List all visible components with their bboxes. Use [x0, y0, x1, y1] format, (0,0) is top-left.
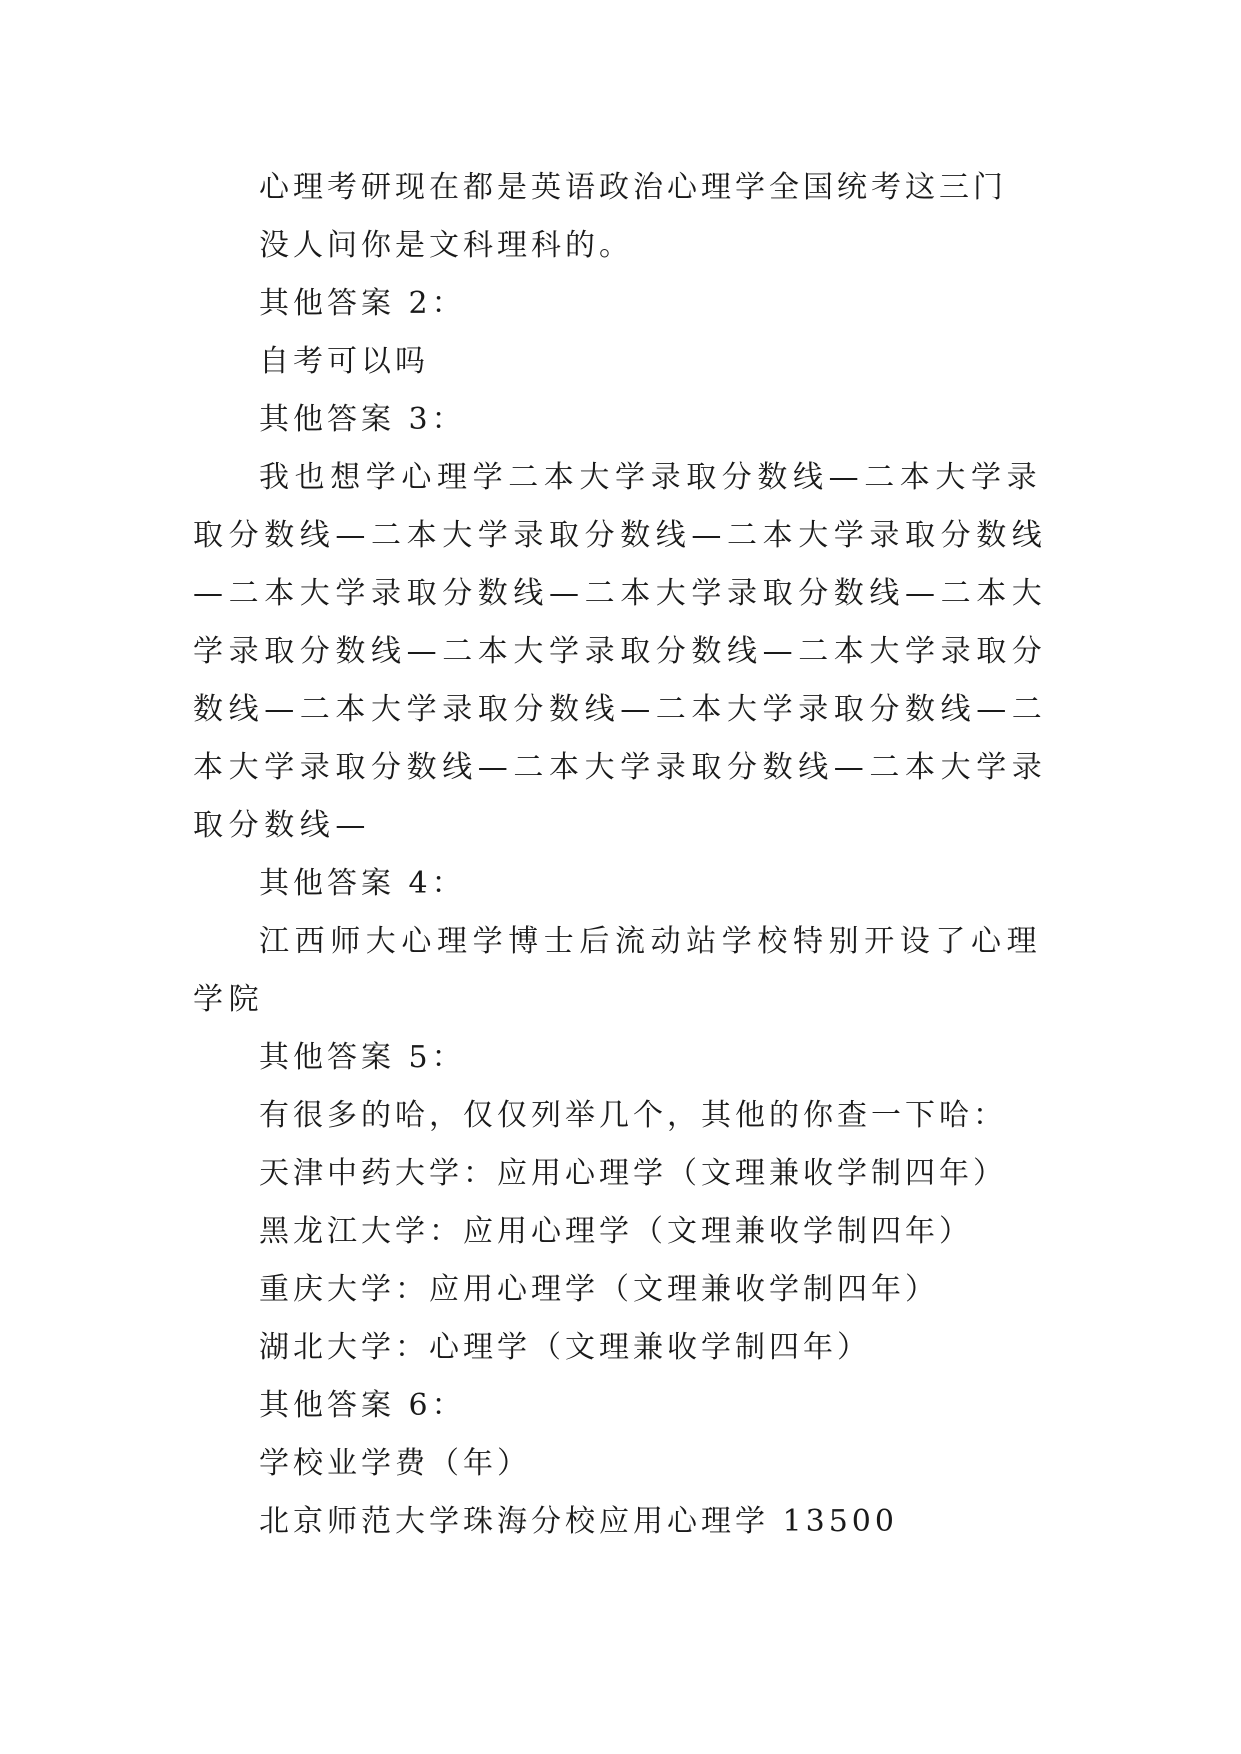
list-item-chongqing: 重庆大学：应用心理学（文理兼收学制四年）: [259, 1272, 939, 1307]
paragraph-kaoyan: 心理考研现在都是英语政治心理学全国统考这三门: [259, 170, 1007, 205]
paragraph-wenke-like: 没人问你是文科理科的。: [259, 228, 633, 263]
list-item-tianjin: 天津中药大学：应用心理学（文理兼收学制四年）: [259, 1156, 1007, 1191]
answer-heading-6: 其他答案 6：: [259, 1388, 466, 1423]
answer-heading-2: 其他答案 2：: [259, 286, 466, 321]
answer-heading-3: 其他答案 3：: [259, 402, 466, 437]
answer-heading-4: 其他答案 4：: [259, 866, 466, 901]
paragraph-bsd-zhuhai: 北京师范大学珠海分校应用心理学 13500: [259, 1504, 898, 1539]
paragraph-liejv: 有很多的哈，仅仅列举几个，其他的你查一下哈：: [259, 1098, 1007, 1133]
answer-heading-5: 其他答案 5：: [259, 1040, 466, 1075]
document-body: [193, 159, 1055, 1551]
paragraph-zikao: 自考可以吗: [259, 344, 429, 379]
paragraph-jiangxi-shida: 江西师大心理学博士后流动站学校特别开设了心理学院: [193, 924, 1043, 1017]
paragraph-xuefei-header: 学校业学费（年）: [259, 1446, 531, 1481]
paragraph-erben-fenshuxian: 我也想学心理学二本大学录取分数线—二本大学录取分数线—二本大学录取分数线—二本大学录取分数线—二本大学录取分数线—二本大学录取分数线—二本大学录取分数线—二本大学录取分数线—二本大学录取分数线—二本大学录取分数线—二本大学录取分数线—二本大学录取分数线—二本大学录取分数线—二本大学录取分数线—: [193, 460, 1048, 843]
list-item-heilongjiang: 黑龙江大学：应用心理学（文理兼收学制四年）: [259, 1214, 973, 1249]
list-item-hubei: 湖北大学：心理学（文理兼收学制四年）: [259, 1330, 871, 1365]
